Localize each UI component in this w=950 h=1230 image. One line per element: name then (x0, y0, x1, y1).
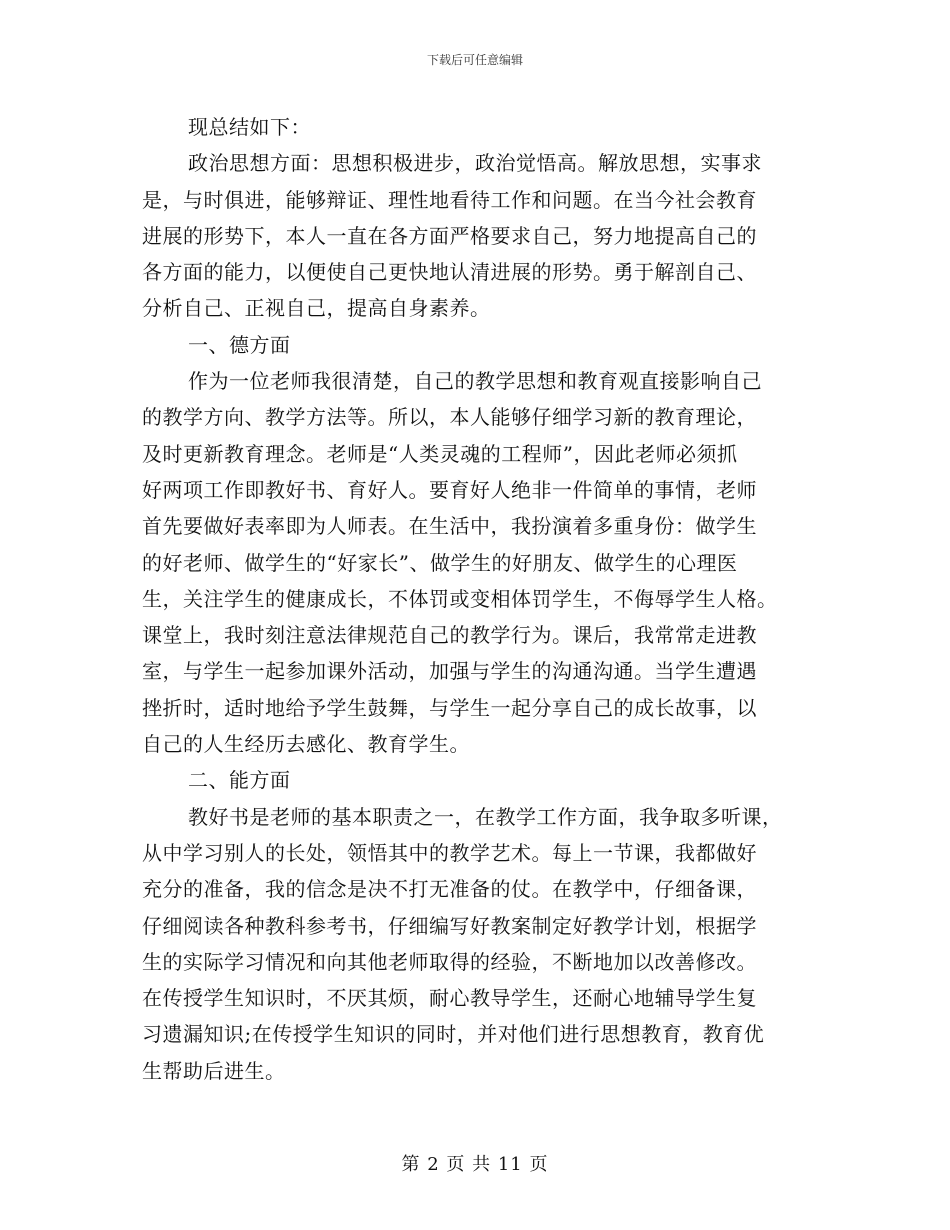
paragraph-line: 首先要做好表率即为人师表。在生活中，我扮演着多重身份：做学生 (142, 514, 757, 539)
paragraph-line: 自己的人生经历去感化、教育学生。 (142, 732, 470, 757)
paragraph-line: 现总结如下： (188, 115, 311, 139)
paragraph-line: 生的实际学习情况和向其他老师取得的经验，不断地加以改善修改。 (142, 949, 757, 974)
paragraph-line: 课堂上，我时刻注意法律规范自己的教学行为。课后，我常常走进教 (142, 623, 757, 648)
document-body (142, 109, 814, 1089)
paragraph-line: 室，与学生一起参加课外活动，加强与学生的沟通沟通。当学生遭遇 (142, 659, 757, 684)
paragraph-line: 各方面的能力，以便使自己更快地认清进展的形势。勇于解剖自己、 (142, 260, 757, 285)
paragraph-line: 及时更新教育理念。老师是“人类灵魂的工程师”，因此老师必须抓 (142, 441, 738, 466)
paragraph-line: 的好老师、做学生的“好家长”、做学生的好朋友、做学生的心理医 (142, 550, 738, 575)
paragraph-line: 分析自己、正视自己，提高自身素养。 (142, 296, 491, 321)
paragraph-line: 好两项工作即教好书、育好人。要育好人绝非一件简单的事情，老师 (142, 477, 757, 502)
paragraph-line: 充分的准备，我的信念是决不打无准备的仗。在教学中，仔细备课， (142, 877, 757, 902)
paragraph-line: 从中学习别人的长处，领悟其中的教学艺术。每上一节课，我都做好 (142, 840, 757, 865)
paragraph-line: 挫折时，适时地给予学生鼓舞，与学生一起分享自己的成长故事，以 (142, 695, 757, 720)
paragraph-line: 进展的形势下，本人一直在各方面严格要求自己，努力地提高自己的 (142, 223, 757, 248)
paragraph-line: 生，关注学生的健康成长，不体罚或变相体罚学生，不侮辱学生人格。 (142, 586, 778, 611)
paragraph-line: 仔细阅读各种教科参考书，仔细编写好教案制定好教学计划，根据学 (142, 913, 757, 938)
page-header: 下载后可任意编辑 (426, 53, 523, 67)
paragraph-line: 习遗漏知识;在传授学生知识的同时，并对他们进行思想教育，教育优 (142, 1022, 765, 1047)
paragraph-line: 生帮助后进生。 (142, 1058, 286, 1083)
page-footer: 第 2 页 共 11 页 (401, 1154, 549, 1175)
paragraph-line: 的教学方向、教学方法等。所以，本人能够仔细学习新的教育理论， (142, 405, 757, 430)
paragraph-line: 在传授学生知识时，不厌其烦，耐心教导学生，还耐心地辅导学生复 (142, 986, 757, 1011)
paragraph-line: 政治思想方面：思想积极进步，政治觉悟高。解放思想，实事求 (188, 151, 762, 176)
paragraph-line: 教好书是老师的基本职责之一，在教学工作方面，我争取多听课， (188, 804, 783, 829)
section-heading: 一、德方面 (188, 332, 291, 357)
paragraph-line: 作为一位老师我很清楚，自己的教学思想和教育观直接影响自己 (188, 369, 762, 394)
paragraph-line: 是，与时俱进，能够辩证、理性地看待工作和问题。在当今社会教育 (142, 187, 757, 212)
section-heading: 二、能方面 (188, 768, 291, 793)
